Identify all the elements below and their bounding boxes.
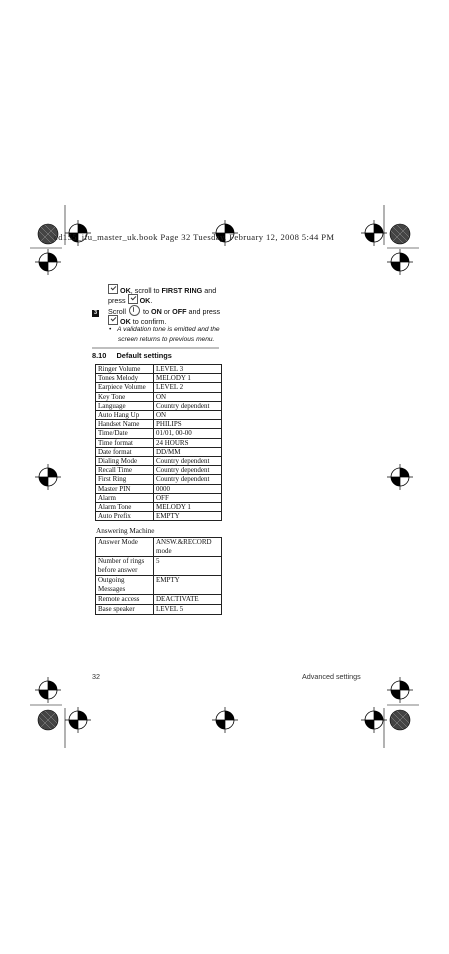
table-row (96, 557, 222, 576)
table-row (96, 605, 222, 615)
table-row (96, 420, 222, 429)
first-ring-label: FIRST RING (161, 286, 203, 295)
setting-name-cell: Tones Melody (96, 374, 154, 383)
table-row (96, 484, 222, 493)
setting-name-cell: Time/Date (96, 429, 154, 438)
intro-line-1: OK, scroll to FIRST RING and (108, 284, 216, 296)
ok-key-icon (108, 315, 118, 325)
step-3-line-2: OK to confirm. (108, 315, 166, 327)
setting-name-cell: Alarm (96, 493, 154, 502)
setting-value-cell: Country dependent (154, 457, 222, 466)
ok-key-icon (128, 294, 138, 304)
table-row (96, 538, 222, 557)
step-3-note-line-1: • A validation tone is emitted and the (109, 326, 220, 333)
ok-key-label: OK (120, 286, 131, 295)
table-row (96, 411, 222, 420)
table-row (96, 365, 222, 374)
chapter-name: Advanced settings (302, 672, 361, 681)
setting-name-cell: Alarm Tone (96, 503, 154, 512)
setting-value-cell: 0000 (154, 484, 222, 493)
setting-value-cell: 5 (154, 557, 222, 576)
section-number: 8.10 (92, 351, 107, 360)
table-row (96, 429, 222, 438)
registration-mark-hatched-bottom-right (390, 710, 410, 730)
setting-name-cell: Auto Hang Up (96, 411, 154, 420)
section-title: Default settings (116, 351, 172, 360)
setting-value-cell: EMPTY (154, 512, 222, 521)
table-row (96, 493, 222, 502)
setting-name-cell: Outgoing Messages (96, 576, 154, 595)
table-row (96, 595, 222, 605)
setting-name-cell: Recall Time (96, 466, 154, 475)
bullet: • (109, 326, 112, 333)
setting-name-cell: Earpiece Volume (96, 383, 154, 392)
setting-value-cell: Country dependent (154, 475, 222, 484)
setting-value-cell: LEVEL 2 (154, 383, 222, 392)
intro-line-2: press OK. (108, 296, 153, 305)
setting-value-cell: Country dependent (154, 401, 222, 410)
table-row (96, 374, 222, 383)
table-row (96, 383, 222, 392)
setting-name-cell: Dialing Mode (96, 457, 154, 466)
setting-value-cell: LEVEL 3 (154, 365, 222, 374)
setting-name-cell: Ringer Volume (96, 365, 154, 374)
setting-name-cell: Remote access (96, 595, 154, 605)
table-row (96, 401, 222, 410)
setting-value-cell: Country dependent (154, 466, 222, 475)
step-number-badge: 3 (93, 310, 98, 316)
table-row (96, 576, 222, 595)
setting-value-cell: 24 HOURS (154, 438, 222, 447)
answering-machine-heading: Answering Machine (96, 527, 155, 535)
table-row (96, 457, 222, 466)
table-row (96, 466, 222, 475)
table-row (96, 438, 222, 447)
registration-mark-hatched-bottom-left (38, 710, 58, 730)
setting-value-cell: ANSW.&RECORD mode (154, 538, 222, 557)
setting-name-cell: Answer Mode (96, 538, 154, 557)
setting-value-cell: EMPTY (154, 576, 222, 595)
setting-value-cell: 01/01, 00-00 (154, 429, 222, 438)
setting-name-cell: Key Tone (96, 392, 154, 401)
answering-machine-table (95, 537, 222, 615)
table-row (96, 392, 222, 401)
step-3-note-line-2: screen returns to previous menu. (118, 336, 215, 343)
setting-name-cell: Time format (96, 438, 154, 447)
setting-name-cell: Handset Name (96, 420, 154, 429)
table-row (96, 503, 222, 512)
table-row (96, 447, 222, 456)
print-header-line: cd155_ifu_master_uk.book Page 32 Tuesday, February 12, 2008 5:44 PM (54, 232, 335, 242)
step-3-line-1: 3 Scroll to ON or OFF and press (93, 307, 221, 316)
setting-value-cell: OFF (154, 493, 222, 502)
default-settings-table (95, 364, 222, 521)
setting-value-cell: ON (154, 411, 222, 420)
ok-key-icon (108, 284, 118, 294)
table-row (96, 512, 222, 521)
setting-value-cell: ON (154, 392, 222, 401)
table-row (96, 475, 222, 484)
setting-name-cell: Base speaker (96, 605, 154, 615)
setting-value-cell: DEACTIVATE (154, 595, 222, 605)
setting-value-cell: LEVEL 5 (154, 605, 222, 615)
setting-name-cell: Date format (96, 447, 154, 456)
setting-name-cell: Master PIN (96, 484, 154, 493)
setting-value-cell: DD/MM (154, 447, 222, 456)
setting-value-cell: PHILIPS (154, 420, 222, 429)
setting-name-cell: Number of rings before answer (96, 557, 154, 576)
setting-name-cell: Language (96, 401, 154, 410)
setting-value-cell: MELODY 1 (154, 503, 222, 512)
registration-mark-hatched-top-right (390, 224, 410, 244)
setting-name-cell: Auto Prefix (96, 512, 154, 521)
section-heading (92, 351, 172, 361)
page-number: 32 (92, 672, 100, 681)
setting-name-cell: First Ring (96, 475, 154, 484)
setting-value-cell: MELODY 1 (154, 374, 222, 383)
